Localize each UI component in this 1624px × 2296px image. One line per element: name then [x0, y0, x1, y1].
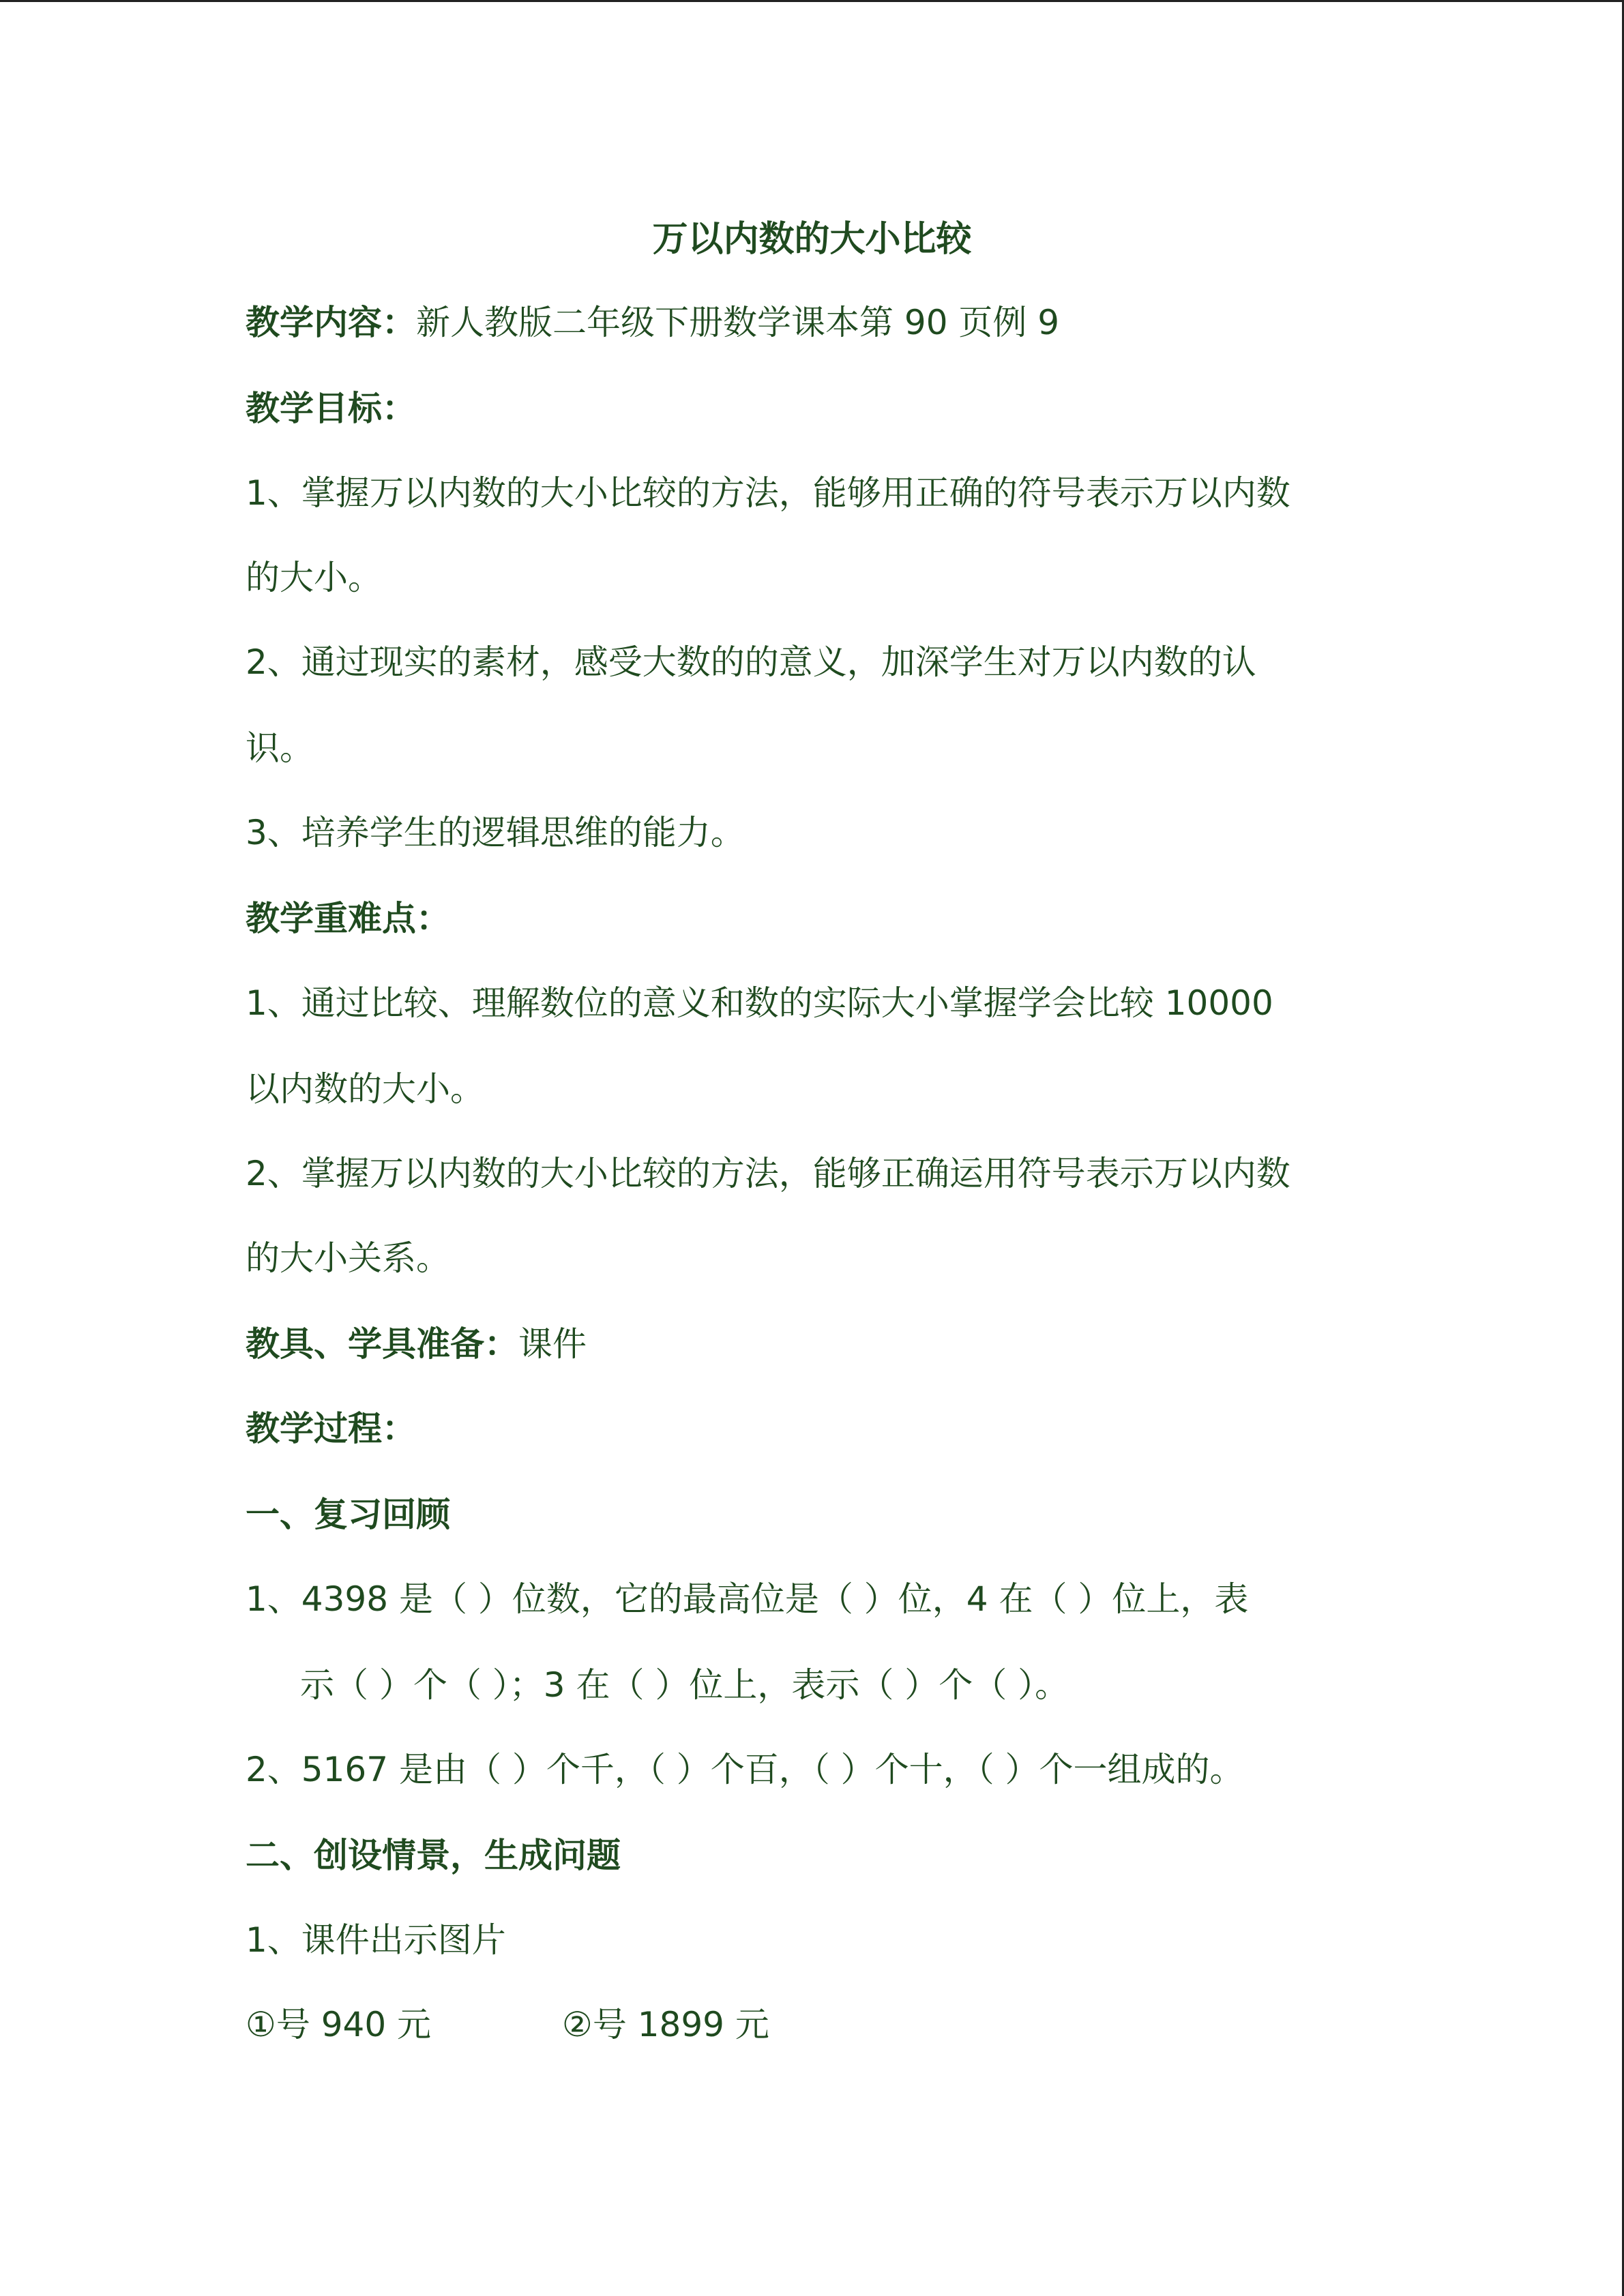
section-review: 一、复习回顾 — [246, 1495, 450, 1534]
page-top-border — [0, 0, 1624, 2]
teaching-tools-text: 课件 — [518, 1324, 587, 1364]
scenario-step-1: 1、课件出示图片 — [246, 1920, 506, 1960]
teaching-content-label: 教学内容： — [246, 303, 416, 342]
review-question-1-line-2: 示（ ）个（ ）；3 在（ ）位上，表示（ ）个（ ）。 — [300, 1665, 1069, 1705]
key-point-1-line-1: 1、通过比较、理解数位的意义和数的实际大小掌握学会比较 10000 — [246, 983, 1273, 1023]
teaching-content-text: 新人教版二年级下册数学课本第 90 页例 9 — [416, 303, 1060, 342]
key-point-2-line-1: 2、掌握万以内数的大小比较的方法，能够正确运用符号表示万以内数 — [246, 1154, 1290, 1193]
key-point-1-line-2: 以内数的大小。 — [246, 1069, 484, 1109]
teaching-tools-label: 教具、学具准备： — [246, 1324, 518, 1364]
review-question-1-line-1: 1、4398 是（ ）位数，它的最高位是（ ）位，4 在（ ）位上，表 — [246, 1579, 1249, 1619]
goal-2-line-2: 识。 — [246, 728, 314, 768]
teaching-content — [246, 299, 1059, 346]
price-item-2: ②号 1899 元 — [562, 2005, 769, 2044]
teaching-process-label: 教学过程： — [246, 1409, 416, 1448]
goal-1-line-2: 的大小。 — [246, 558, 382, 597]
teaching-tools — [246, 1320, 587, 1368]
goal-2-line-1: 2、通过现实的素材，感受大数的的意义，加深学生对万以内数的认 — [246, 642, 1256, 682]
document-title: 万以内数的大小比较 — [652, 219, 972, 260]
teaching-goals-label: 教学目标： — [246, 389, 416, 428]
section-scenario: 二、创设情景，生成问题 — [246, 1836, 621, 1875]
key-points-label: 教学重难点： — [246, 899, 450, 938]
price-item-1: ①号 940 元 — [246, 2005, 432, 2044]
goal-3: 3、培养学生的逻辑思维的能力。 — [246, 813, 745, 852]
key-point-2-line-2: 的大小关系。 — [246, 1238, 450, 1278]
goal-1-line-1: 1、掌握万以内数的大小比较的方法，能够用正确的符号表示万以内数 — [246, 473, 1290, 513]
review-question-2: 2、5167 是由（ ）个千，（ ）个百，（ ）个十，（ ）个一组成的。 — [246, 1750, 1244, 1789]
